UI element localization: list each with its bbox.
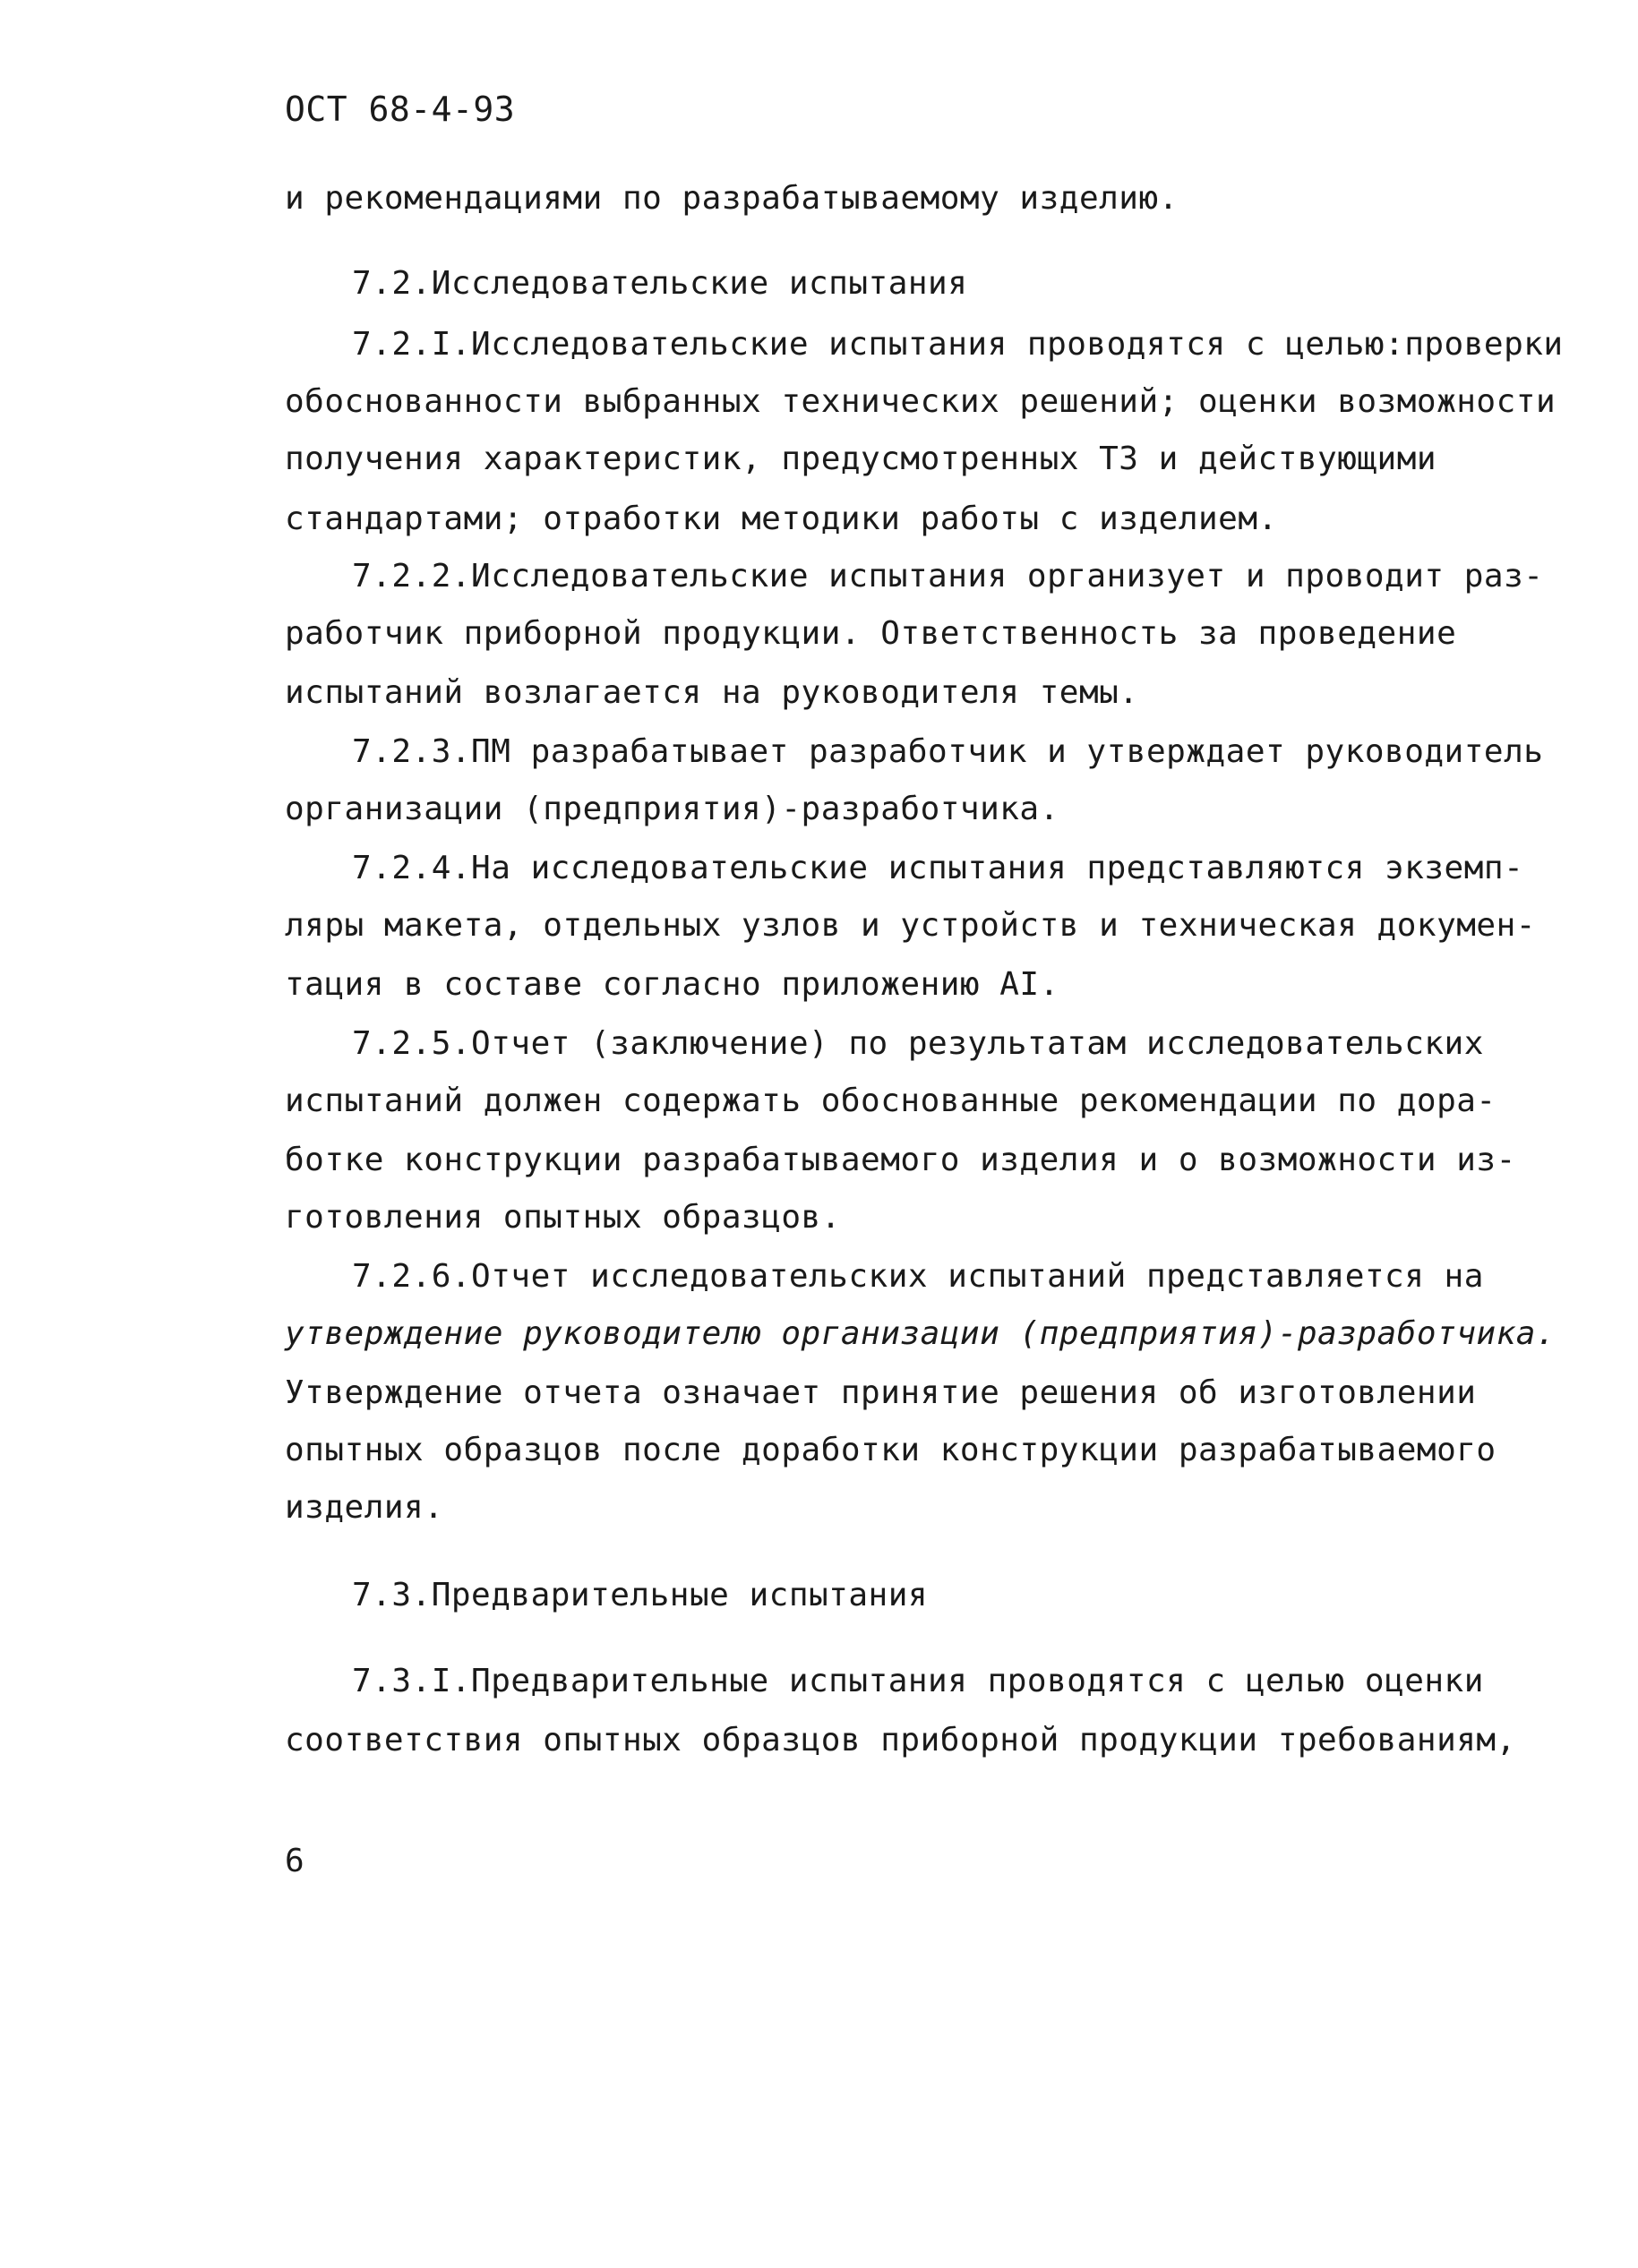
text-line: 7.2.2.Исследовательские испытания организует и проводит раз- bbox=[352, 558, 1544, 595]
text-line: ботке конструкции разрабатываемого изделия и о возможности из- bbox=[285, 1142, 1516, 1178]
text-line: 7.2.5.Отчет (заключение) по результатам исследовательских bbox=[352, 1025, 1484, 1062]
text-line: изделия. bbox=[285, 1489, 444, 1526]
text-line: опытных образцов после доработки конструкции разрабатываемого bbox=[285, 1432, 1496, 1468]
text-line: соответствия опытных образцов приборной продукции требованиям, bbox=[285, 1722, 1516, 1759]
text-line: Утверждение отчета означает принятие решения об изготовлении bbox=[285, 1374, 1477, 1411]
text-line: 7.2.6.Отчет исследовательских испытаний представляется на bbox=[352, 1258, 1484, 1295]
text-line: обоснованности выбранных технических решений; оценки возможности bbox=[285, 383, 1557, 420]
text-line: 7.3.I.Предварительные испытания проводятся с целью оценки bbox=[352, 1663, 1484, 1699]
text-line: испытаний возлагается на руководителя темы. bbox=[285, 674, 1139, 711]
text-line: 7.2.I.Исследовательские испытания проводятся с целью:проверки bbox=[352, 326, 1564, 363]
section-heading: 7.3.Предварительные испытания bbox=[352, 1577, 929, 1613]
text-line: работчик приборной продукции. Ответственность за проведение bbox=[285, 615, 1457, 652]
text-line: стандартами; отработки методики работы с изделием. bbox=[285, 501, 1278, 537]
text-line: утверждение руководителю организации (предприятия)-разработчика. bbox=[285, 1315, 1557, 1352]
text-line: 7.2.4.На исследовательские испытания представляются экземп- bbox=[352, 850, 1524, 886]
text-line: ляры макета, отдельных узлов и устройств и техническая докумен- bbox=[285, 907, 1536, 944]
text-line: тация в составе согласно приложению АI. bbox=[285, 966, 1059, 1003]
page-number: 6 bbox=[285, 1843, 305, 1879]
document-header: ОСТ 68-4-93 bbox=[285, 90, 516, 129]
text-line: и рекомендациями по разрабатываемому изделию. bbox=[285, 180, 1179, 217]
text-line: организации (предприятия)-разработчика. bbox=[285, 791, 1059, 827]
text-line: испытаний должен содержать обоснованные рекомендации по дора- bbox=[285, 1083, 1496, 1119]
text-line: получения характеристик, предусмотренных ТЗ и действующими bbox=[285, 441, 1437, 477]
text-line: 7.2.3.ПМ разрабатывает разработчик и утверждает руководитель bbox=[352, 733, 1544, 770]
section-heading: 7.2.Исследовательские испытания bbox=[352, 265, 968, 302]
text-line: готовления опытных образцов. bbox=[285, 1199, 841, 1236]
